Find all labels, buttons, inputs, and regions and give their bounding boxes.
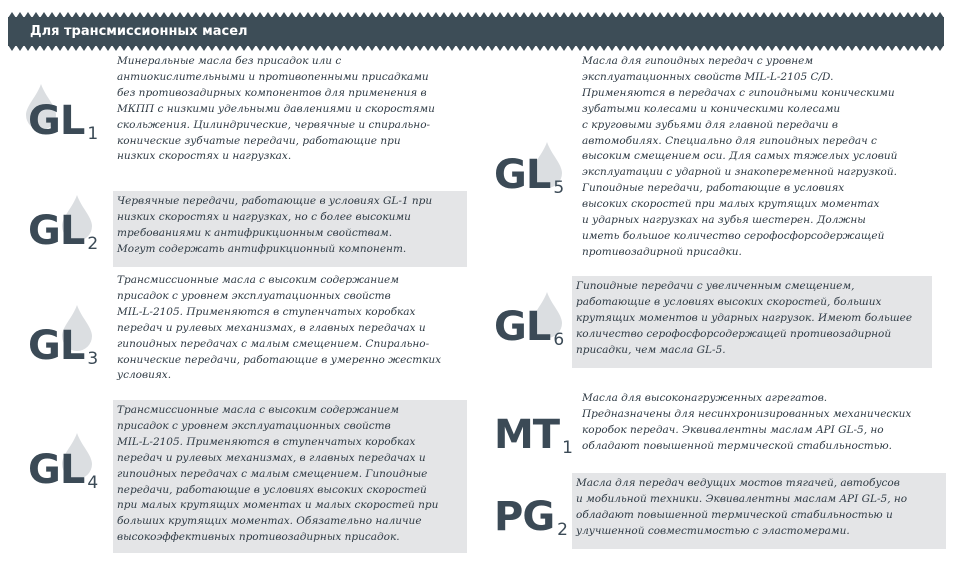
spec-code-label: PG (494, 494, 555, 540)
spec-code-gl4 (28, 447, 99, 498)
spec-code-subscript: 3 (87, 349, 99, 369)
spec-description-pg2: Масла для передач ведущих мостов тягачей, автобусов и мобильной техники. Эквивалентны маслам API GL-5, но обладают повышенной термической стабильностью и улучшенной совместимостью с эластомерами. (572, 473, 946, 549)
spec-code-gl1 (28, 98, 99, 149)
spec-description-gl5: Масла для гипоидных передач с уровнем эксплуатационных свойств MIL-L-2105 C/D. Применяются в передачах с гипоидными коническими зубатыми колесами и коническими колесами с круговыми зубьями для главной передачи в автомобилях. Специально для гипоидных передач с высоким смещением оси. Для самых тяжелых условий эксплуатации с ударной и знакопеременной нагрузкой. Гипоидные передачи, работающие в условиях высоких скоростей при малых крутящих моментах и ударных нагрузках на зубья шестерен. Должны иметь большое количество серофосфорсодержащей противозадирной присадки. (582, 55, 898, 258)
spec-code-gl2 (28, 208, 99, 259)
section-title: Для трансмиссионных масел (30, 24, 248, 39)
spec-code-pg2 (494, 494, 568, 545)
spec-code-mt1 (494, 412, 573, 463)
spec-code-label: GL (28, 98, 85, 144)
spec-description-mt1: Масла для высоконагруженных агрегатов. Предназначены для несинхронизированных механических коробок передач. Эквивалентны маслам API GL-5, но обладают повышенной термической стабильностью. (582, 392, 912, 452)
spec-code-subscript: 2 (557, 520, 568, 540)
spec-code-subscript: 1 (562, 438, 573, 458)
spec-code-label: GL (28, 323, 85, 369)
spec-code-subscript: 6 (553, 330, 565, 350)
spec-description-gl4: Трансмиссионные масла с высоким содержанием присадок с уровнем эксплуатационных свойств MIL-L-2105. Применяются в ступенчатых коробках передач и рулевых механизмах, в главных передачах и гипоидных передачах с малым смещением. Гипоидные передачи, работающие в условиях высоких скоростей при малых крутящих моментах и малых скоростей при больших крутящих моментах. Обязательно наличие высокоэффективных противозадирных присадок. (113, 400, 467, 553)
spec-description-gl6: Гипоидные передачи с увеличенным смещением, работающие в условиях высоких скоростей, больших крутящих моментов и ударных нагрузок. Имеют большее количество серофосфорсодержащей противозадирной присадки, чем масла GL-5. (572, 276, 932, 368)
spec-code-subscript: 5 (553, 178, 565, 198)
spec-code-subscript: 1 (87, 124, 99, 144)
spec-description-gl3: Трансмиссионные масла с высоким содержанием присадок с уровнем эксплуатационных свойств MIL-L-2105. Применяются в ступенчатых коробках передач и рулевых механизмах, в главных передачах и гипоидных передачах с малым смещением. Спирально- конические передачи, работающие в умеренно жестких условиях. (117, 274, 442, 382)
section-header (8, 17, 944, 46)
spec-code-label: MT (494, 412, 560, 458)
spec-code-gl3 (28, 323, 99, 374)
spec-code-label: GL (494, 152, 551, 198)
spec-code-subscript: 2 (87, 234, 99, 254)
spec-code-subscript: 4 (87, 473, 99, 493)
spec-code-gl6 (494, 304, 565, 355)
spec-description-gl2: Червячные передачи, работающие в условиях GL-1 при низких скоростях и нагрузках, но с более высокими требованиями к антифрикционным свойствам. Могут содержать антифрикционный компонент. (113, 191, 467, 267)
spec-code-label: GL (28, 208, 85, 254)
spec-code-gl5 (494, 152, 565, 203)
spec-code-label: GL (494, 304, 551, 350)
spec-description-gl1: Минеральные масла без присадок или с антиокислительными и противопенными присадками без противозадирных компонентов для применения в МКПП с низкими удельными давлениями и скоростями скольжения. Цилиндрические, червячные и спирально- конические зубчатые передачи, работающие при низких скоростях и нагрузках. (117, 55, 435, 163)
spec-code-label: GL (28, 447, 85, 493)
